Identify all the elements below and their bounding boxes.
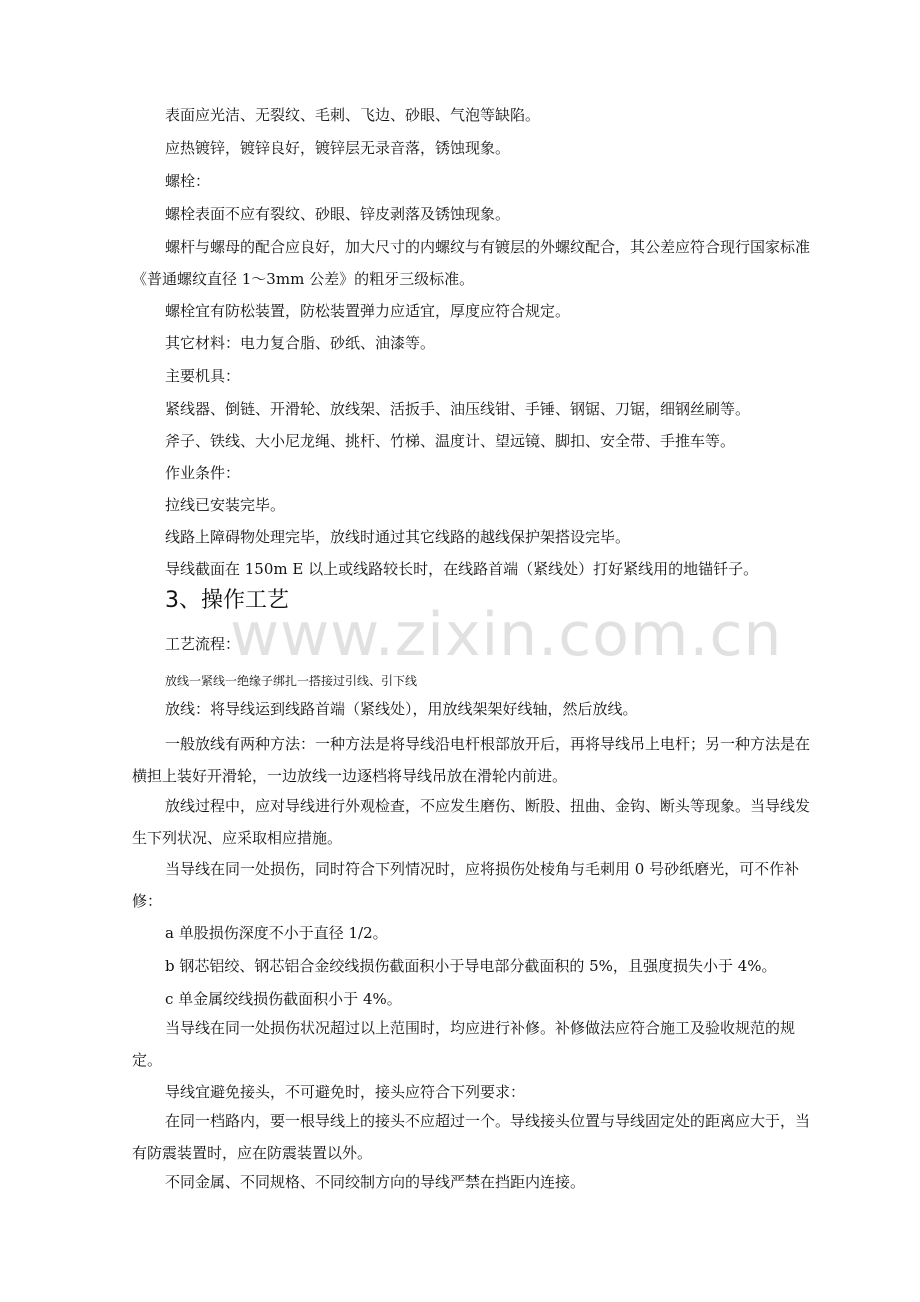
- paragraph: 在同一档路内，要一根导线上的接头不应超过一个。导线接头位置与导线固定处的距离应大于，当有防震装置时，应在防震装置以外。: [132, 1112, 811, 1162]
- paragraph: 拉线已安装完毕。: [165, 496, 286, 514]
- paragraph: 作业条件：: [165, 464, 241, 482]
- paragraph: 线路上障碍物处理完毕，放线时通过其它线路的越线保护架搭设完毕。: [165, 528, 631, 546]
- paragraph: 放线：将导线运到线路首端（紧线处），用放线架架好线轴，然后放线。: [165, 700, 638, 718]
- paragraph: 导线截面在 150m E 以上或线路较长时，在线路首端（紧线处）打好紧线用的地锚钎子。: [165, 560, 759, 578]
- paragraph: 螺栓表面不应有裂纹、砂眼、锌皮剥落及锈蚀现象。: [165, 205, 511, 223]
- paragraph: 工艺流程：: [165, 635, 241, 653]
- paragraph: 紧线器、倒链、开滑轮、放线架、活扳手、油压线钳、手锤、钢锯、刀锯，细钢丝刷等。: [165, 400, 751, 418]
- paragraph: 其它材料：电力复合脂、砂纸、油漆等。: [165, 334, 436, 352]
- paragraph: 当导线在同一处损伤状况超过以上范围时，均应进行补修。补修做法应符合施工及验收规范的规定。: [132, 1019, 796, 1069]
- paragraph: 螺栓宜有防松装置，防松装置弹力应适宜，厚度应符合规定。: [165, 302, 571, 320]
- watermark: www.zixin.com.cn: [230, 600, 783, 670]
- paragraph: 斧子、铁线、大小尼龙绳、挑杆、竹梯、温度计、望远镜、脚扣、安全带、手推车等。: [165, 432, 736, 450]
- paragraph: 当导线在同一处损伤，同时符合下列情况时，应将损伤处棱角与毛刺用 0 号砂纸磨光，可不作补修：: [132, 860, 800, 910]
- paragraph: 放线过程中，应对导线进行外观检查，不应发生磨伤、断股、扭曲、金钩、断头等现象。当导线发生下列状况、应采取相应措施。: [132, 797, 811, 847]
- paragraph: a 单股损伤深度不小于直径 1/2。: [165, 924, 388, 942]
- paragraph: 螺栓：: [165, 172, 211, 190]
- paragraph: b 钢芯铝绞、钢芯铝合金绞线损伤截面积小于导电部分截面积的 5%，且强度损失小于 4%。: [165, 957, 777, 975]
- paragraph: 螺杆与螺母的配合应良好，加大尺寸的内螺纹与有镀层的外螺纹配合，其公差应符合现行国家标准《普通螺纹直径 1～3mm 公差》的粗牙三级标准。: [132, 238, 811, 288]
- paragraph: 主要机具：: [165, 367, 241, 385]
- paragraph: c 单金属绞线损伤截面积小于 4%。: [165, 990, 402, 1008]
- paragraph: 放线一紧线一绝缘子绑扎一搭接过引线、引下线: [165, 674, 418, 688]
- paragraph: 一般放线有两种方法：一种方法是将导线沿电杆根部放开后，再将导线吊上电杆；另一种方法是在横担上装好开滑轮，一边放线一边逐档将导线吊放在滑轮内前进。: [132, 735, 811, 785]
- section-heading: 3、操作工艺: [165, 588, 289, 613]
- paragraph: 应热镀锌，镀锌良好，镀锌层无录音落，锈蚀现象。: [165, 139, 511, 157]
- paragraph: 不同金属、不同规格、不同绞制方向的导线严禁在挡距内连接。: [165, 1173, 586, 1191]
- paragraph: 表面应光洁、无裂纹、毛刺、飞边、砂眼、气泡等缺陷。: [165, 106, 541, 124]
- paragraph: 导线宜避免接头，不可避免时，接头应符合下列要求：: [165, 1083, 526, 1101]
